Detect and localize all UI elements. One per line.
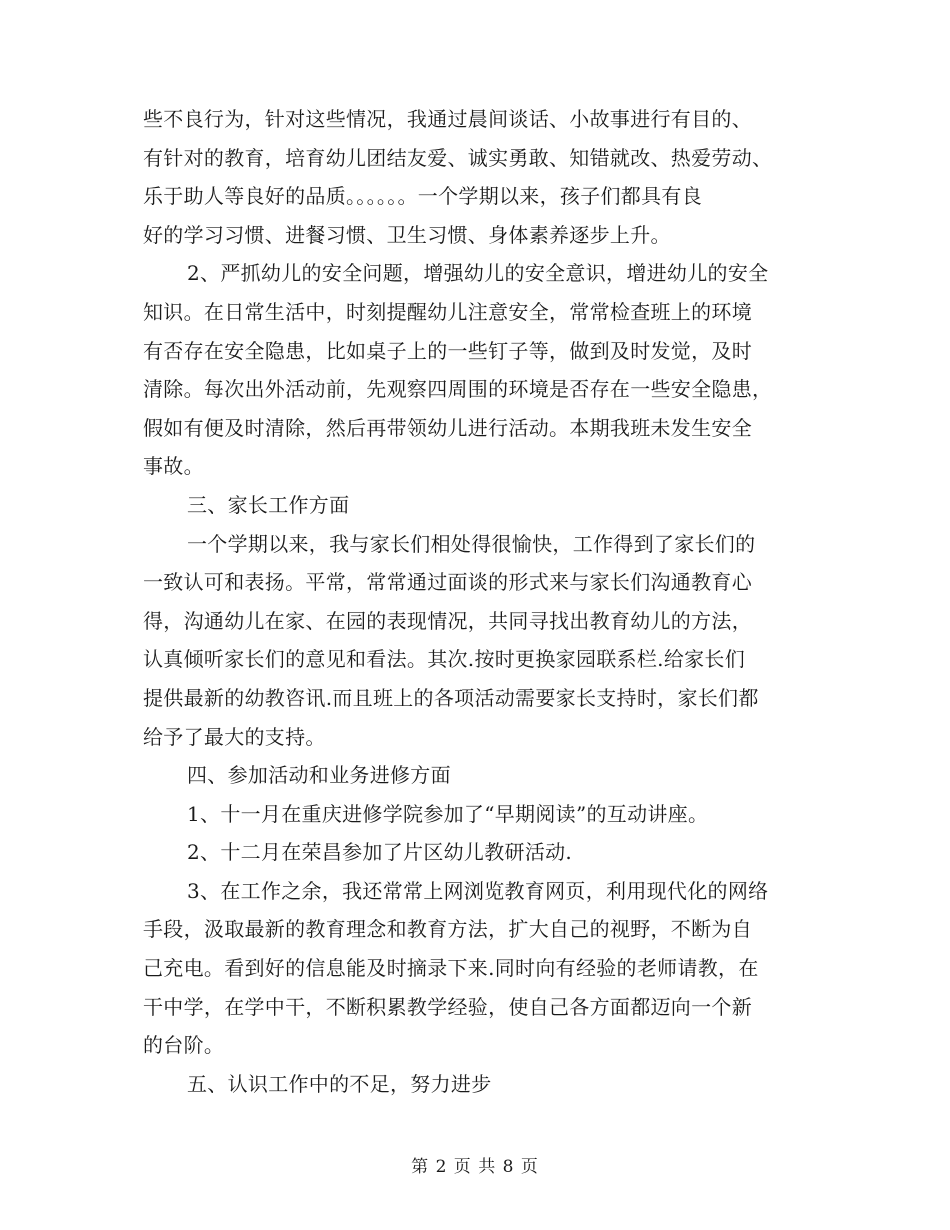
text-line: 事故。 bbox=[143, 454, 204, 479]
text-line: 一致认可和表扬。平常，常常通过面谈的形式来与家长们沟通教育心 bbox=[143, 570, 752, 595]
text-line: 2、十二月在荣昌参加了片区幼儿教研活动. bbox=[187, 840, 573, 865]
text-line: 给予了最大的支持。 bbox=[143, 724, 326, 749]
text-line: 四、参加活动和业务进修方面 bbox=[187, 763, 451, 788]
text-line: 手段，汲取最新的教育理念和教育方法，扩大自己的视野，不断为自 bbox=[143, 917, 752, 942]
text-line: 清除。每次出外活动前，先观察四周围的环境是否存在一些安全隐患， bbox=[143, 377, 773, 402]
text-line: 提供最新的幼教咨讯.而且班上的各项活动需要家长支持时，家长们都 bbox=[143, 685, 759, 710]
text-line: 干中学，在学中干，不断积累教学经验，使自己各方面都迈向一个新 bbox=[143, 994, 752, 1019]
text-line: 乐于助人等良好的品质。。。。。。一个学期以来，孩子们都具有良 bbox=[143, 184, 702, 209]
text-line: 些不良行为，针对这些情况，我通过晨间谈话、小故事进行有目的、 bbox=[143, 107, 752, 131]
text-line: 己充电。看到好的信息能及时摘录下来.同时向有经验的老师请教，在 bbox=[143, 956, 759, 981]
text-line: 有针对的教育，培育幼儿团结友爱、诚实勇敢、知错就改、热爱劳动、 bbox=[143, 145, 773, 170]
text-line: 3、在工作之余，我还常常上网浏览教育网页，利用现代化的网络 bbox=[187, 878, 769, 903]
text-line: 三、家长工作方面 bbox=[187, 492, 350, 517]
text-line: 一个学期以来，我与家长们相处得很愉快，工作得到了家长们的 bbox=[187, 531, 756, 556]
text-line: 好的学习习惯、进餐习惯、卫生习惯、身体素养逐步上升。 bbox=[143, 222, 671, 247]
text-line: 有否存在安全隐患，比如桌子上的一些钉子等，做到及时发觉，及时 bbox=[143, 338, 752, 363]
text-line: 五、认识工作中的不足，努力进步 bbox=[187, 1071, 492, 1096]
page-footer: 第 2 页 共 8 页 bbox=[411, 1157, 539, 1177]
text-line: 得，沟通幼儿在家、在园的表现情况，共同寻找出教育幼儿的方法， bbox=[143, 608, 752, 633]
text-line: 2、严抓幼儿的安全问题，增强幼儿的安全意识，增进幼儿的安全 bbox=[187, 261, 769, 286]
document-body bbox=[143, 100, 807, 1103]
text-line: 知识。在日常生活中，时刻提醒幼儿注意安全，常常检查班上的环境 bbox=[143, 299, 752, 324]
text-line: 假如有便及时清除，然后再带领幼儿进行活动。本期我班未发生安全 bbox=[143, 415, 752, 440]
text-line: 认真倾听家长们的意见和看法。其次.按时更换家园联系栏.给家长们 bbox=[143, 647, 746, 672]
text-line: 的台阶。 bbox=[143, 1033, 225, 1058]
text-line: 1、十一月在重庆进修学院参加了“早期阅读”的互动讲座。 bbox=[187, 801, 709, 826]
